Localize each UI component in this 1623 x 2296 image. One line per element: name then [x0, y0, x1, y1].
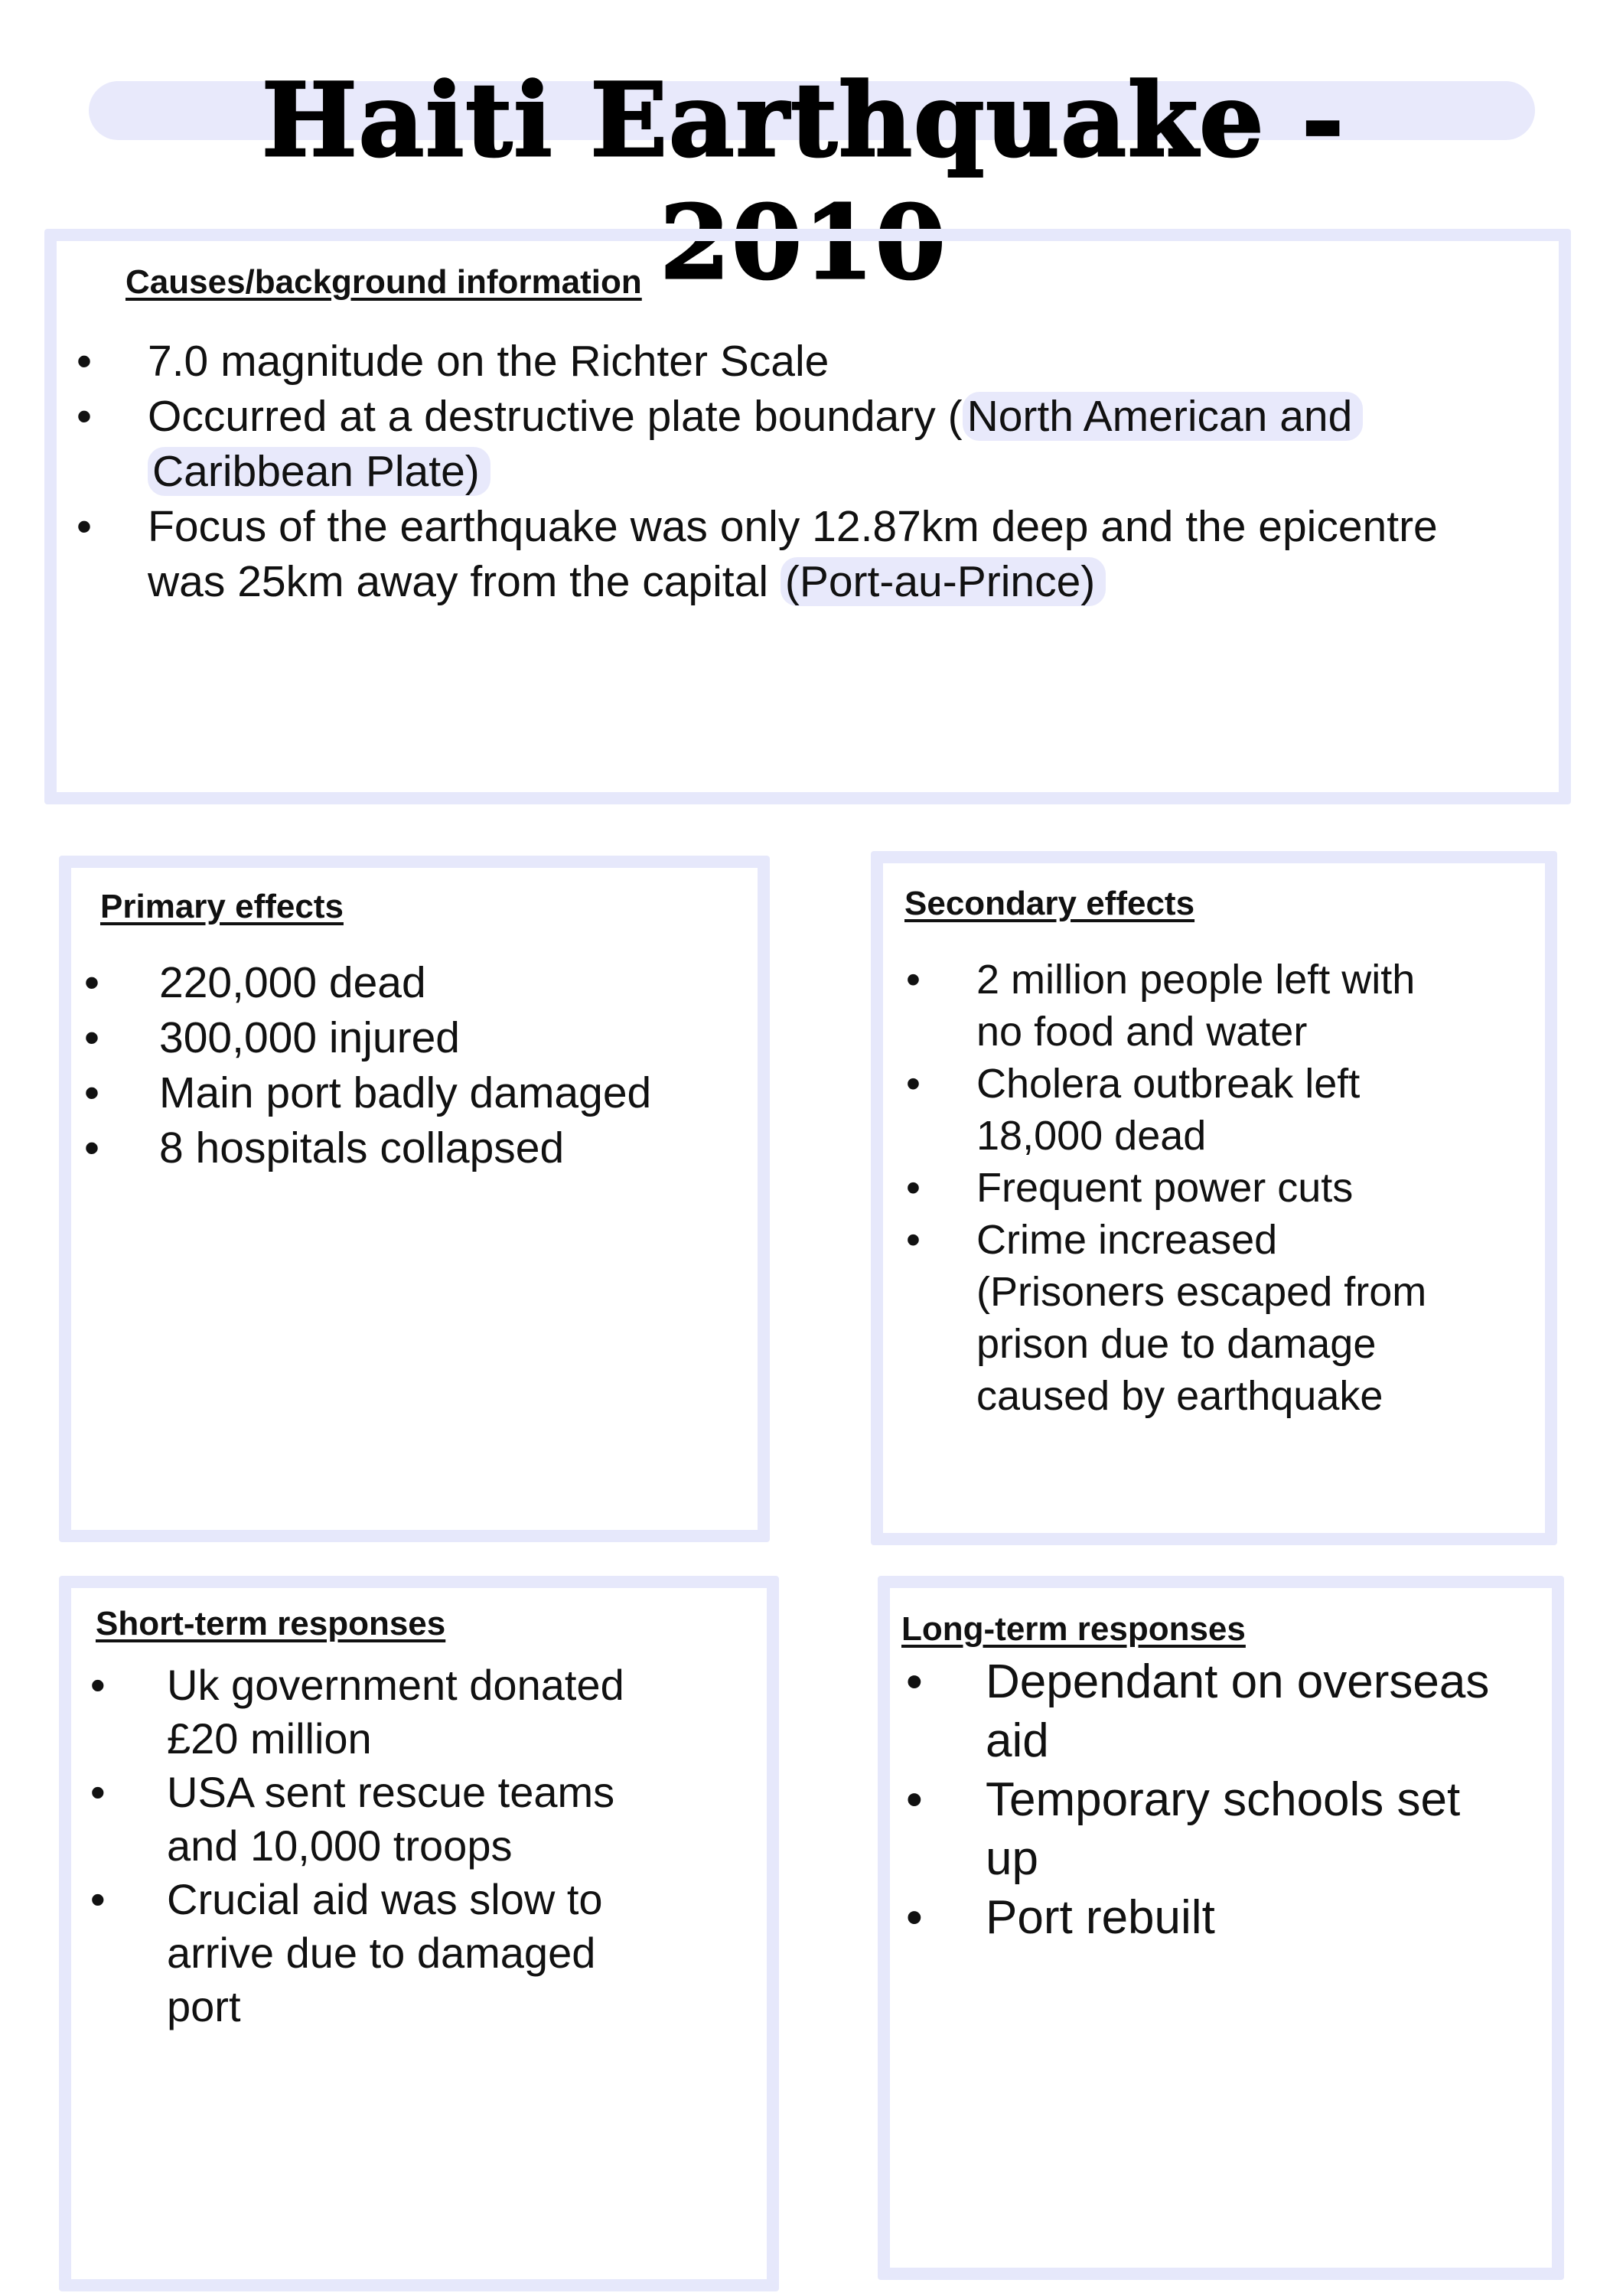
list-item: [77, 499, 1454, 609]
primary-effects-heading: Primary effects: [100, 888, 344, 925]
highlighted-text: North American and: [963, 392, 1364, 441]
list-item: • 8 hospitals collapsed: [84, 1120, 758, 1176]
item-text: Occurred at a destructive plate boundary (: [148, 392, 963, 441]
list-item: [77, 334, 1454, 389]
causes-list: [77, 334, 1454, 609]
list-item: • 300,000 injured: [84, 1010, 758, 1065]
item-text: Focus of the earthquake was only 12.87km deep and the epicentre was 25km away from the capital: [148, 502, 1438, 606]
list-item: • Port rebuilt: [906, 1888, 1511, 1947]
list-item: • Frequent power cuts: [906, 1162, 1465, 1214]
list-item: [77, 389, 1454, 499]
highlighted-text: (Port-au-Prince): [781, 557, 1106, 606]
secondary-effects-list: [906, 954, 1465, 1422]
list-item: • Dependant on overseas aid: [906, 1652, 1511, 1770]
highlighted-text: Caribbean Plate): [148, 447, 490, 496]
list-item: • Main port badly damaged: [84, 1065, 758, 1120]
causes-heading: Causes/background information: [125, 263, 642, 301]
list-item: • USA sent rescue teams and 10,000 troops: [90, 1766, 672, 1873]
list-item: • Crime increased (Prisoners escaped from prison due to damage caused by earthquake: [906, 1214, 1465, 1422]
long-term-responses-list: [906, 1652, 1511, 1947]
list-item: • Uk government donated £20 million: [90, 1658, 672, 1766]
list-item: • Crucial aid was slow to arrive due to damaged port: [90, 1873, 672, 2033]
item-text: 7.0 magnitude on the Richter Scale: [148, 337, 829, 386]
list-item: • Temporary schools set up: [906, 1770, 1511, 1888]
page-title: Haiti Earthquake - 2010: [261, 61, 1346, 302]
list-item: • Cholera outbreak left 18,000 dead: [906, 1058, 1465, 1162]
short-term-responses-heading: Short-term responses: [96, 1605, 446, 1642]
secondary-effects-heading: Secondary effects: [904, 885, 1195, 922]
list-item: • 2 million people left with no food and water: [906, 954, 1465, 1058]
primary-effects-list: [84, 955, 758, 1176]
list-item: • 220,000 dead: [84, 955, 758, 1010]
short-term-responses-list: [90, 1658, 672, 2033]
long-term-responses-heading: Long-term responses: [901, 1610, 1246, 1648]
